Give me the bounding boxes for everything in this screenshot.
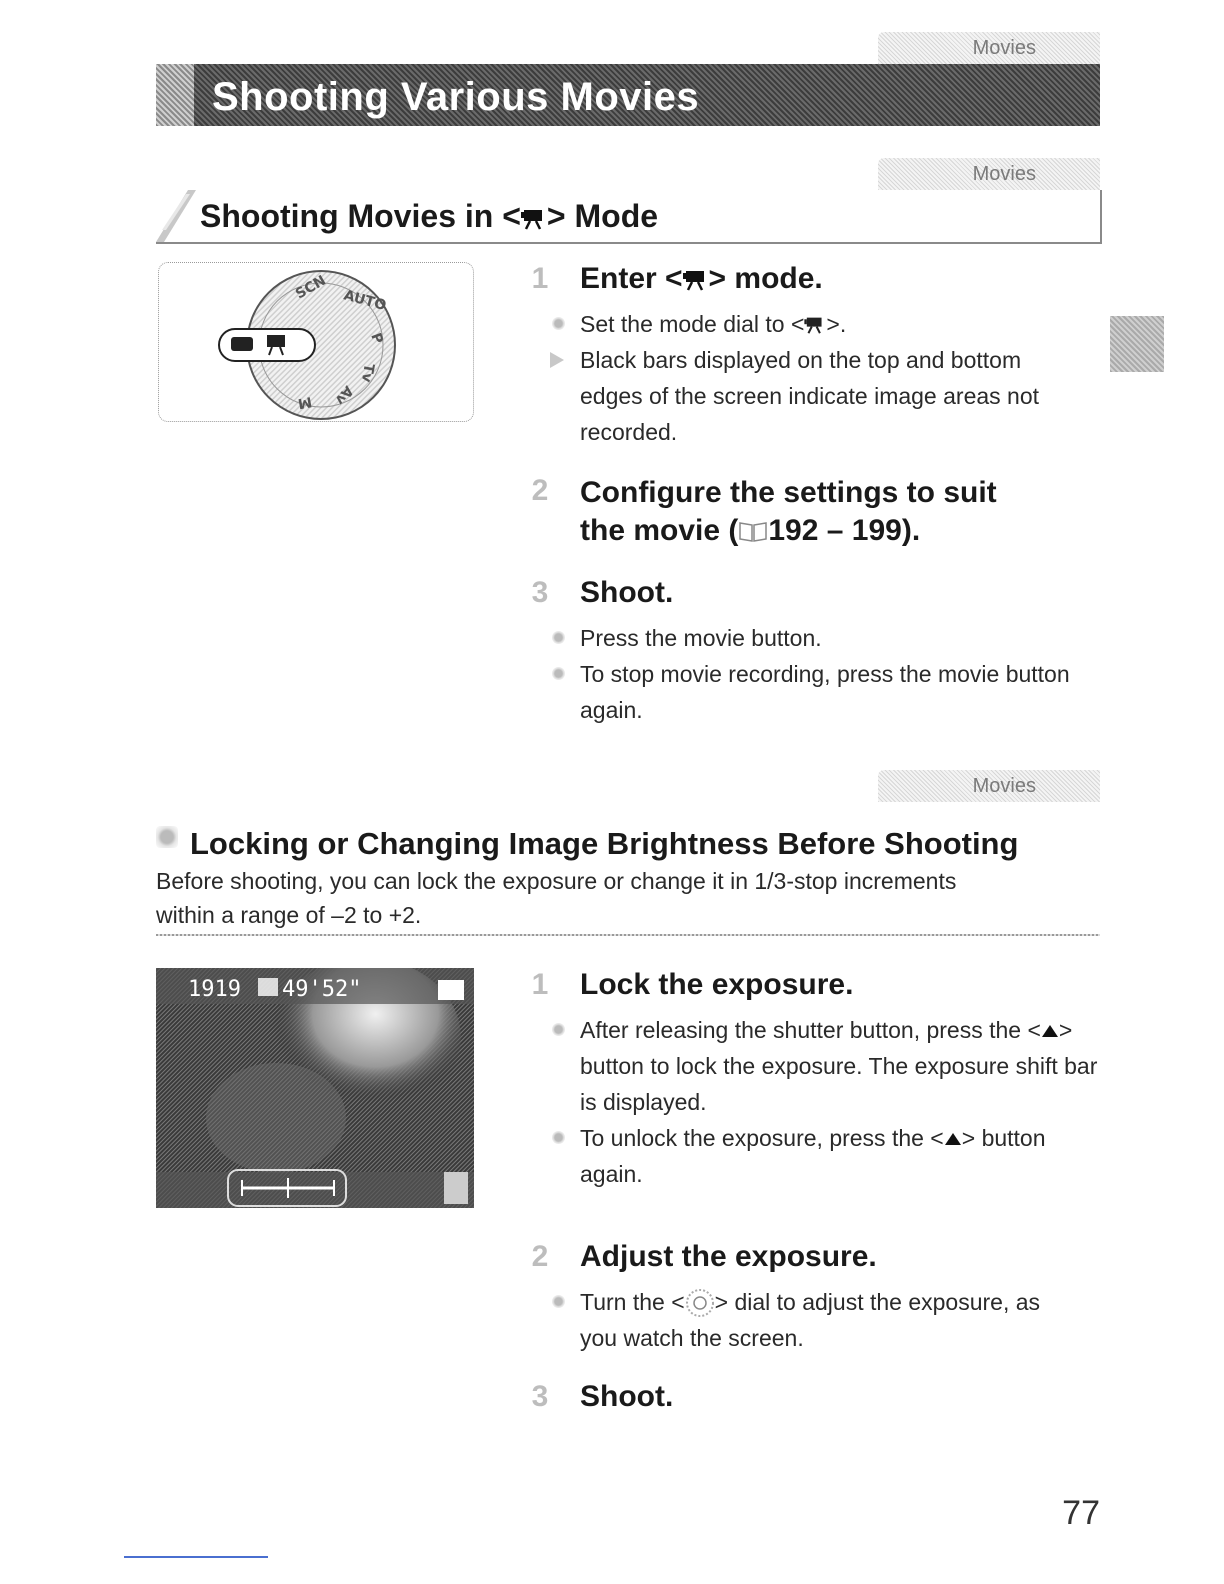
page-number: 77 [1062, 1494, 1100, 1532]
step-title-post: > mode. [708, 262, 823, 295]
section2-divider [156, 934, 1100, 936]
step-text-pre: Turn the < [580, 1289, 685, 1315]
bullet-icon [552, 631, 565, 644]
record-time-readout: 49'52" [282, 977, 362, 1002]
bullet-icon [552, 667, 565, 680]
svg-text:Av: Av [331, 382, 357, 408]
step-text-post: > button to lock the exposure. The exposure shift bar is displayed. [580, 1017, 1098, 1115]
step-text-post: >. [826, 311, 847, 337]
svg-text:AUTO: AUTO [341, 287, 388, 315]
step-number: 1 [531, 262, 549, 295]
movie-mode-icon [521, 208, 547, 230]
step-title-line2-post: 192 – 199). [768, 514, 921, 547]
mode-dial-illustration [158, 262, 474, 422]
step-number: 3 [531, 576, 549, 609]
camera-screen-illustration [156, 968, 474, 1208]
chapter-thumb-tab [1110, 316, 1164, 372]
step-text: To stop movie recording, press the movie button again. [580, 661, 1070, 723]
section2-heading [156, 826, 1100, 862]
step-text-pre: To unlock the exposure, press the < [580, 1125, 944, 1151]
section1-heading [156, 190, 1102, 244]
category-tag-top [878, 32, 1100, 64]
step-text-post: > button again. [580, 1125, 1046, 1187]
svg-text:M: M [296, 393, 314, 412]
up-arrow-button-icon [944, 1132, 962, 1146]
svg-text:Tv: Tv [357, 362, 377, 384]
bullet-icon [552, 1023, 565, 1036]
step-text-post: > dial to adjust the exposure, as you watch the screen. [580, 1289, 1041, 1351]
category-tag-section1 [878, 158, 1100, 190]
category-tag-label: Movies [972, 36, 1036, 59]
bullet-icon [552, 1295, 565, 1308]
shots-remaining-readout: 1919 [188, 977, 241, 1002]
category-tag-section2 [878, 770, 1100, 802]
step-title-pre: Enter < [580, 262, 683, 295]
section2-step-3 [520, 1378, 1120, 1416]
control-dial-icon [685, 1288, 715, 1318]
section1-step-2 [520, 474, 1110, 550]
step-number: 2 [531, 1240, 549, 1273]
movie-mode-icon [804, 316, 826, 334]
section1-title-pre: Shooting Movies in < [200, 198, 521, 234]
category-tag-label: Movies [972, 774, 1036, 797]
step-title: Shoot. [580, 1380, 674, 1413]
banner-notch [156, 64, 194, 126]
footer-rule [124, 1556, 268, 1558]
step-title: Adjust the exposure. [580, 1240, 877, 1273]
section1-title-post: > Mode [546, 198, 659, 234]
step-title-line1: Configure the settings to suit [580, 476, 997, 509]
banner-title: Shooting Various Movies [212, 75, 700, 119]
section2-step-2 [520, 1238, 1120, 1356]
chapter-banner [156, 64, 1100, 126]
bullet-icon [552, 1131, 565, 1144]
step-text: Press the movie button. [580, 625, 822, 651]
book-reference-icon [738, 519, 768, 543]
heading-marker-icon [156, 190, 196, 242]
bullet-icon [552, 317, 565, 330]
section1-step-1 [520, 260, 1110, 450]
section2-intro [156, 864, 1016, 932]
svg-text:SCN: SCN [293, 272, 329, 303]
section2-title: Locking or Changing Image Brightness Before Shooting [190, 826, 1019, 861]
step-number: 2 [531, 474, 549, 507]
section2-step-1 [520, 966, 1120, 1192]
svg-text:P: P [367, 330, 386, 347]
step-number: 1 [531, 968, 549, 1001]
section2-intro-text: Before shooting, you can lock the exposure or change it in 1/3-stop increments within a range of –2 to +2. [156, 868, 957, 928]
step-number: 3 [531, 1380, 549, 1413]
step-title-line2-pre: the movie ( [580, 514, 739, 547]
movie-mode-icon [683, 269, 709, 291]
section1-step-3 [520, 574, 1110, 728]
step-result-text: Black bars displayed on the top and bottom edges of the screen indicate image areas not recorded. [580, 347, 1040, 445]
heading-square-icon [156, 826, 178, 848]
step-title: Lock the exposure. [580, 968, 854, 1001]
step-text-pre: After releasing the shutter button, press the < [580, 1017, 1041, 1043]
result-arrow-icon [550, 352, 564, 368]
category-tag-label: Movies [972, 162, 1036, 185]
step-text-pre: Set the mode dial to < [580, 311, 805, 337]
step-title: Shoot. [580, 576, 674, 609]
up-arrow-button-icon [1041, 1024, 1059, 1038]
